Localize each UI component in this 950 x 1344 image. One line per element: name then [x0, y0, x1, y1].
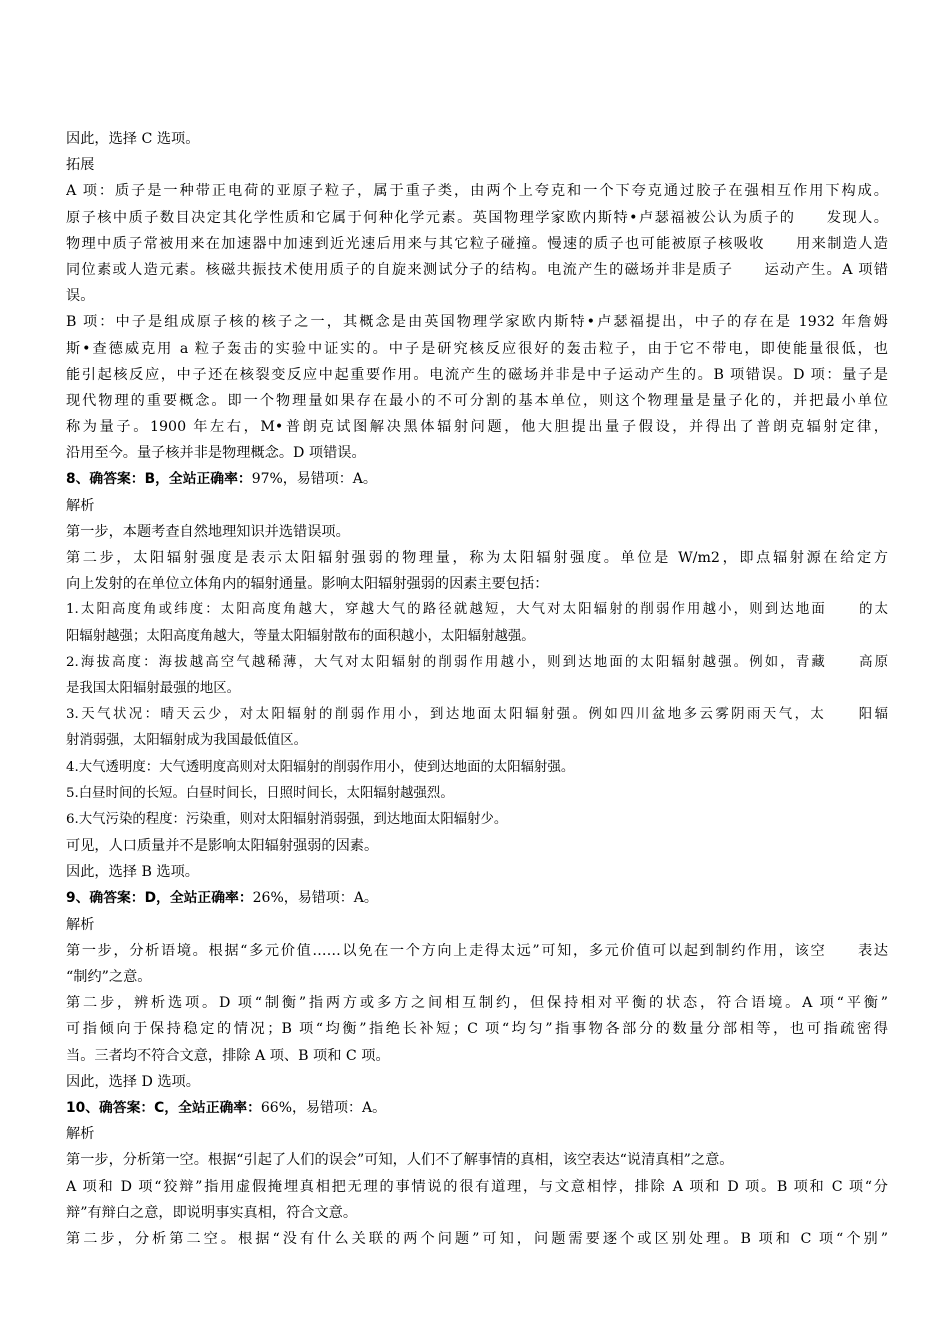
text-line: 辩”有辩白之意，即说明事实真相，符合文意。	[66, 1204, 358, 1221]
text-line: 5.白昼时间的长短。白昼时间长，日照时间长，太阳辐射越强烈。	[66, 785, 454, 801]
section-label: 解析	[66, 916, 95, 933]
text-line: 2.海拔高度：海拔越高空气越稀薄，大气对太阳辐射的削弱作用越小，则到达地面的太阳辐射越强。例如，青藏 高原	[66, 654, 888, 670]
text-line: 称为量子。1900 年左右，M•普朗克试图解决黑体辐射问题，他大胆提出量子假设，并得出了普朗克辐射定律，	[66, 419, 888, 436]
text-line: 同位素或人造元素。核磁共振技术使用质子的自旋来测试分子的结构。电流产生的磁场并非是质子 运动产生。A 项错	[66, 261, 888, 278]
text-line: 4.大气透明度：大气透明度高则对太阳辐射的削弱作用小，使到达地面的太阳辐射强。	[66, 759, 575, 775]
text-line: 当。三者均不符合文意，排除 A 项、B 项和 C 项。	[66, 1047, 390, 1064]
text-line: 向上发射的在单位立体角内的辐射通量。影响太阳辐射强弱的因素主要包括：	[66, 576, 549, 593]
text-line: 1.太阳高度角或纬度：太阳高度角越大，穿越大气的路径就越短，大气对太阳辐射的削弱作用越小，则到达地面 的太	[66, 602, 888, 618]
text-line: 斯•查德威克用 a 粒子轰击的实验中证实的。中子是研究核反应很好的轰击粒子，由于它不带电，即使能量很低，也	[66, 340, 888, 357]
text-line: 现代物理的重要概念。即一个物理量如果存在最小的不可分割的基本单位，则这个物理量是量子化的，并把最小单位	[66, 392, 888, 409]
document-page	[66, 126, 888, 1252]
text-line: 第二步，分析第二空。根据“没有什么关联的两个问题”可知，问题需要逐个或区别处理。B 项和 C 项“个别”	[66, 1230, 888, 1247]
text-line: “制约”之意。	[66, 969, 152, 985]
section-label: 解析	[66, 1126, 95, 1143]
text-line: 阳辐射越强；太阳高度角越大，等量太阳辐射散布的面积越小，太阳辐射越强。	[66, 628, 535, 644]
answer-heading: 8、确答案：B，全站正确率：97%，易错项：A。	[66, 471, 377, 488]
answer-heading: 10、确答案：C，全站正确率：66%，易错项：A。	[66, 1099, 387, 1116]
text-line: 第二步，太阳辐射强度是表示太阳辐射强弱的物理量，称为太阳辐射强度。单位是 W/m2，即点辐射源在给定方	[66, 550, 888, 566]
text-line: 可指倾向于保持稳定的情况；B 项“均衡”指绝长补短；C 项“均匀”指事物各部分的数量分部相等，也可指疏密得	[66, 1021, 888, 1038]
text-line: 射消弱强，太阳辐射成为我国最低值区。	[66, 733, 308, 749]
text-line: 沿用至今。量子核并非是物理概念。D 项错误。	[66, 445, 366, 462]
text-line: 拓展	[66, 157, 95, 174]
text-line: 第二步，辨析选项。D 项“制衡”指两方或多方之间相互制约，但保持相对平衡的状态，符合语境。A 项“平衡”	[66, 995, 888, 1012]
text-line: 3.天气状况：晴天云少，对太阳辐射的削弱作用小，到达地面太阳辐射强。例如四川盆地多云雾阴雨天气，太 阳辐	[66, 707, 888, 723]
answer-heading: 9、确答案：D，全站正确率：26%，易错项：A。	[66, 890, 378, 907]
text-line: 6.大气污染的程度：污染重，则对太阳辐射消弱强，到达地面太阳辐射少。	[66, 811, 508, 827]
text-line: 物理中质子常被用来在加速器中加速到近光速后用来与其它粒子碰撞。慢速的质子也可能被原子核吸收 用来制造人造	[66, 235, 888, 252]
section-label: 解析	[66, 497, 95, 514]
text-line: A 项和 D 项“狡辩”指用虚假掩埋真相把无理的事情说的很有道理，与文意相悖，排除 A 项和 D 项。B 项和 C 项“分	[66, 1178, 888, 1195]
text-line: 第一步，分析语境。根据“多元价值……以免在一个方向上走得太远”可知，多元价值可以起到制约作用，该空 表达	[66, 942, 888, 959]
text-line: 是我国太阳辐射最强的地区。	[66, 680, 241, 696]
text-line: 原子核中质子数目决定其化学性质和它属于何种化学元素。英国物理学家欧内斯特•卢瑟福被公认为质子的 发现人。	[66, 209, 888, 226]
text-line: 误。	[66, 288, 95, 305]
text-line: 因此，选择 C 选项。	[66, 131, 200, 147]
text-line: 可见，人口质量并不是影响太阳辐射强弱的因素。	[66, 838, 379, 855]
text-line: 因此，选择 D 选项。	[66, 1073, 200, 1090]
text-line: 因此，选择 B 选项。	[66, 864, 199, 881]
text-line: B 项：中子是组成原子核的核子之一，其概念是由英国物理学家欧内斯特•卢瑟福提出，中子的存在是 1932 年詹姆	[66, 314, 888, 331]
text-line: 第一步，本题考查自然地理知识并选错误项。	[66, 523, 350, 540]
text-line: 能引起核反应，中子还在核裂变反应中起重要作用。电流产生的磁场并非是中子运动产生的。B 项错误。D 项：量子是	[66, 366, 888, 383]
text-line: A 项：质子是一种带正电荷的亚原子粒子，属于重子类，由两个上夸克和一个下夸克通过胶子在强相互作用下构成。	[66, 183, 888, 200]
text-line: 第一步，分析第一空。根据“引起了人们的误会”可知，人们不了解事情的真相，该空表达“说清真相”之意。	[66, 1152, 734, 1169]
